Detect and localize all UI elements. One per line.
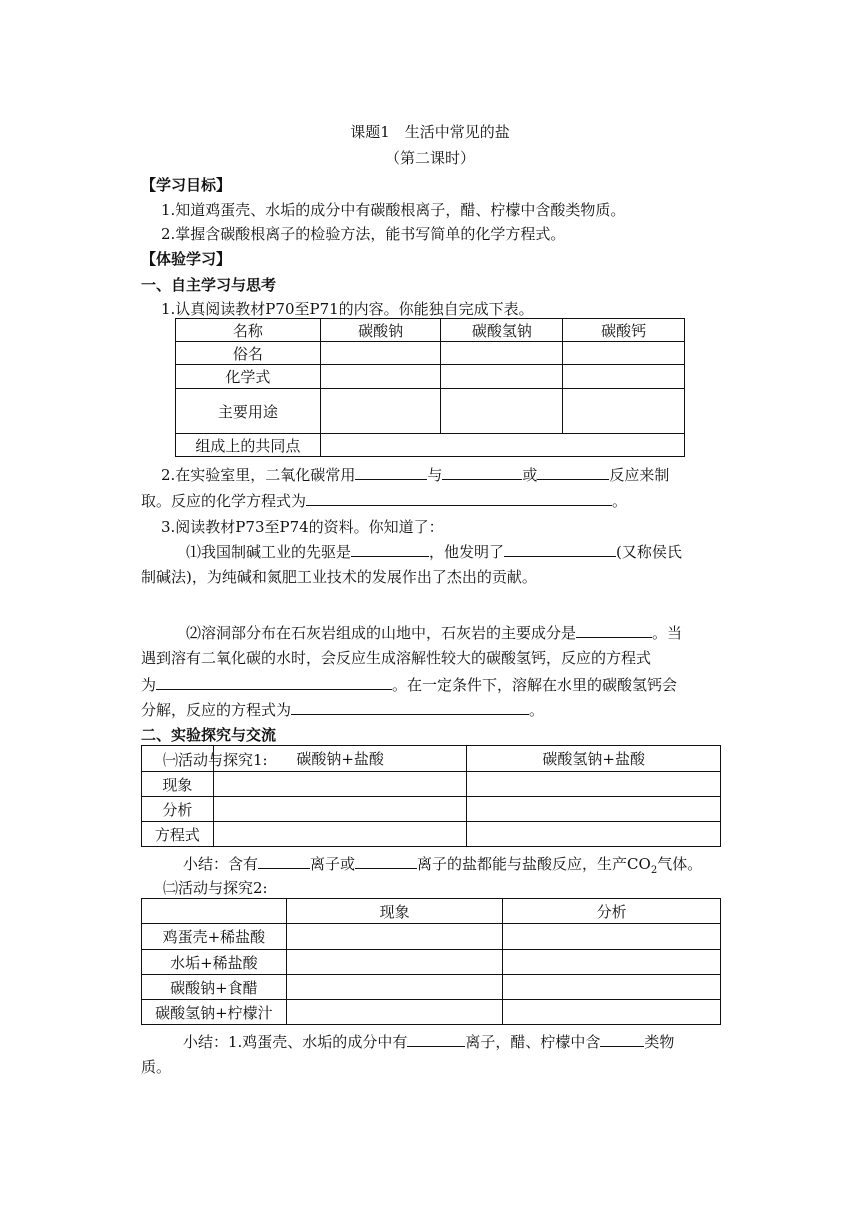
summary-2-cont: 质。 [141,1058,172,1076]
answer-cell[interactable] [320,365,441,389]
answer-cell[interactable] [286,1000,503,1025]
answer-cell[interactable] [467,772,721,797]
q3-text: 。在一定条件下，溶解在水里的碳酸氢钙会 [392,676,678,694]
table-header-cell: 碳酸氢钠 [441,319,563,342]
table-header-cell: 碳酸氢钠+盐酸 [467,746,721,772]
answer-cell[interactable] [286,975,503,1000]
summary-text: 气体。 [657,855,703,873]
q2-text: 与 [427,466,443,484]
answer-cell[interactable] [563,365,685,389]
q2-text: 反应来制 [609,466,670,484]
q2-text: 。 [612,492,628,510]
activity-2-table [141,898,721,1025]
question-3-2 [186,622,682,643]
part1-heading: 一、自主学习与思考 [141,276,277,294]
table-row-label: 碳酸钠+食醋 [142,975,287,1000]
fill-blank[interactable] [407,1031,465,1047]
goal-item-2: 2.掌握含碳酸根离子的检验方法，能书写简单的化学方程式。 [161,225,566,243]
question-3: 3.阅读教材P73至P74的资料。你知道了： [161,518,444,536]
table-row-label: 水垢+稀盐酸 [142,950,287,975]
answer-cell[interactable] [213,822,467,847]
answer-cell[interactable] [320,434,684,457]
fill-blank[interactable] [442,464,522,480]
q2-text: 或 [522,466,538,484]
answer-cell[interactable] [213,797,467,822]
q3-text: 。当 [652,624,683,642]
summary-text: 类物 [644,1033,675,1051]
answer-cell[interactable] [213,772,467,797]
question-3-2-line2: 遇到溶有二氧化碳的水时，会反应生成溶解性较大的碳酸氢钙，反应的方程式 [141,649,652,667]
answer-cell[interactable] [320,342,441,365]
fill-blank[interactable] [258,853,310,869]
part2-heading: 二、实验探究与交流 [141,726,277,744]
activity-1-table [141,745,721,847]
answer-cell[interactable] [503,924,721,950]
table-header-cell [142,899,287,924]
page-subtitle: （第二课时） [384,149,475,167]
table-header-cell: 碳酸钠 [320,319,441,342]
q3-text: 。 [529,701,545,719]
q3-text: (又称侯氏 [616,543,682,561]
table-row-label: 化学式 [176,365,321,389]
table-row-label: 碳酸氢钠+柠檬汁 [142,1000,287,1025]
goals-heading: 【学习目标】 [141,176,232,194]
answer-cell[interactable] [320,389,441,434]
summary-text: 小结：含有 [183,855,259,873]
answer-cell[interactable] [441,389,563,434]
answer-cell[interactable] [563,389,685,434]
summary-text: 离子或 [310,855,356,873]
question-3-1-cont: 制碱法)，为纯碱和氮肥工业技术的发展作出了杰出的贡献。 [141,568,537,586]
experience-heading: 【体验学习】 [141,250,232,268]
table-header-cell: 名称 [176,319,321,342]
q3-text: ⑵溶洞部分布在石灰岩组成的山地中，石灰岩的主要成分是 [186,624,577,642]
summary-text: 小结：1.鸡蛋壳、水垢的成分中有 [183,1033,408,1051]
fill-blank[interactable] [537,464,609,480]
question-3-2-line3 [141,674,677,695]
answer-cell[interactable] [286,924,503,950]
table-header-cell: 碳酸钠+盐酸 [213,746,467,772]
question-2-cont [141,490,627,511]
summary-2 [183,1031,674,1052]
table-row-label: 主要用途 [176,389,321,434]
table-row-label: 分析 [142,797,214,822]
table-header-cell [142,746,214,772]
summary-text: 离子，醋、柠檬中含 [465,1033,601,1051]
fill-blank[interactable] [355,853,417,869]
activity-2-label: ㈡活动与探究2: [163,879,268,897]
answer-cell[interactable] [503,975,721,1000]
answer-cell[interactable] [441,342,563,365]
q2-text: 2.在实验室里，二氧化碳常用 [161,466,356,484]
page-title: 课题1 生活中常见的盐 [350,123,510,141]
q2-text: 取。反应的化学方程式为 [141,492,307,510]
table-header-cell: 现象 [286,899,503,924]
q3-text: ⑴我国制碱工业的先驱是 [186,543,352,561]
table-row-label: 组成上的共同点 [176,434,321,457]
question-3-1 [186,541,682,562]
q3-text: 分解，反应的方程式为 [141,701,292,719]
q3-text: ，他发明了 [429,543,505,561]
salts-table [175,318,685,457]
answer-cell[interactable] [286,950,503,975]
fill-blank[interactable] [291,699,529,715]
answer-cell[interactable] [467,822,721,847]
answer-cell[interactable] [467,797,721,822]
question-2 [161,464,669,485]
answer-cell[interactable] [563,342,685,365]
fill-blank[interactable] [156,674,392,690]
fill-blank[interactable] [504,541,616,557]
table-row-label: 鸡蛋壳+稀盐酸 [142,924,287,950]
fill-blank[interactable] [576,622,652,638]
fill-blank[interactable] [306,490,612,506]
fill-blank[interactable] [600,1031,644,1047]
activity-1-label: ㈠活动与探究1: [163,751,268,769]
table-row-label: 俗名 [176,342,321,365]
subscript: 2 [650,865,658,876]
table-header-cell: 分析 [503,899,721,924]
answer-cell[interactable] [441,365,563,389]
question-1: 1.认真阅读教材P70至P71的内容。你能独自完成下表。 [161,300,534,318]
goal-item-1: 1.知道鸡蛋壳、水垢的成分中有碳酸根离子，醋、柠檬中含酸类物质。 [161,201,626,219]
summary-1 [183,853,702,876]
table-row-label: 现象 [142,772,214,797]
answer-cell[interactable] [503,1000,721,1025]
summary-text: 离子的盐都能与盐酸反应，生产CO [417,855,651,873]
fill-blank[interactable] [355,464,427,480]
question-3-2-line4 [141,699,544,720]
table-header-cell: 碳酸钙 [563,319,685,342]
answer-cell[interactable] [503,950,721,975]
table-row-label: 方程式 [142,822,214,847]
fill-blank[interactable] [351,541,429,557]
q3-text: 为 [141,676,157,694]
